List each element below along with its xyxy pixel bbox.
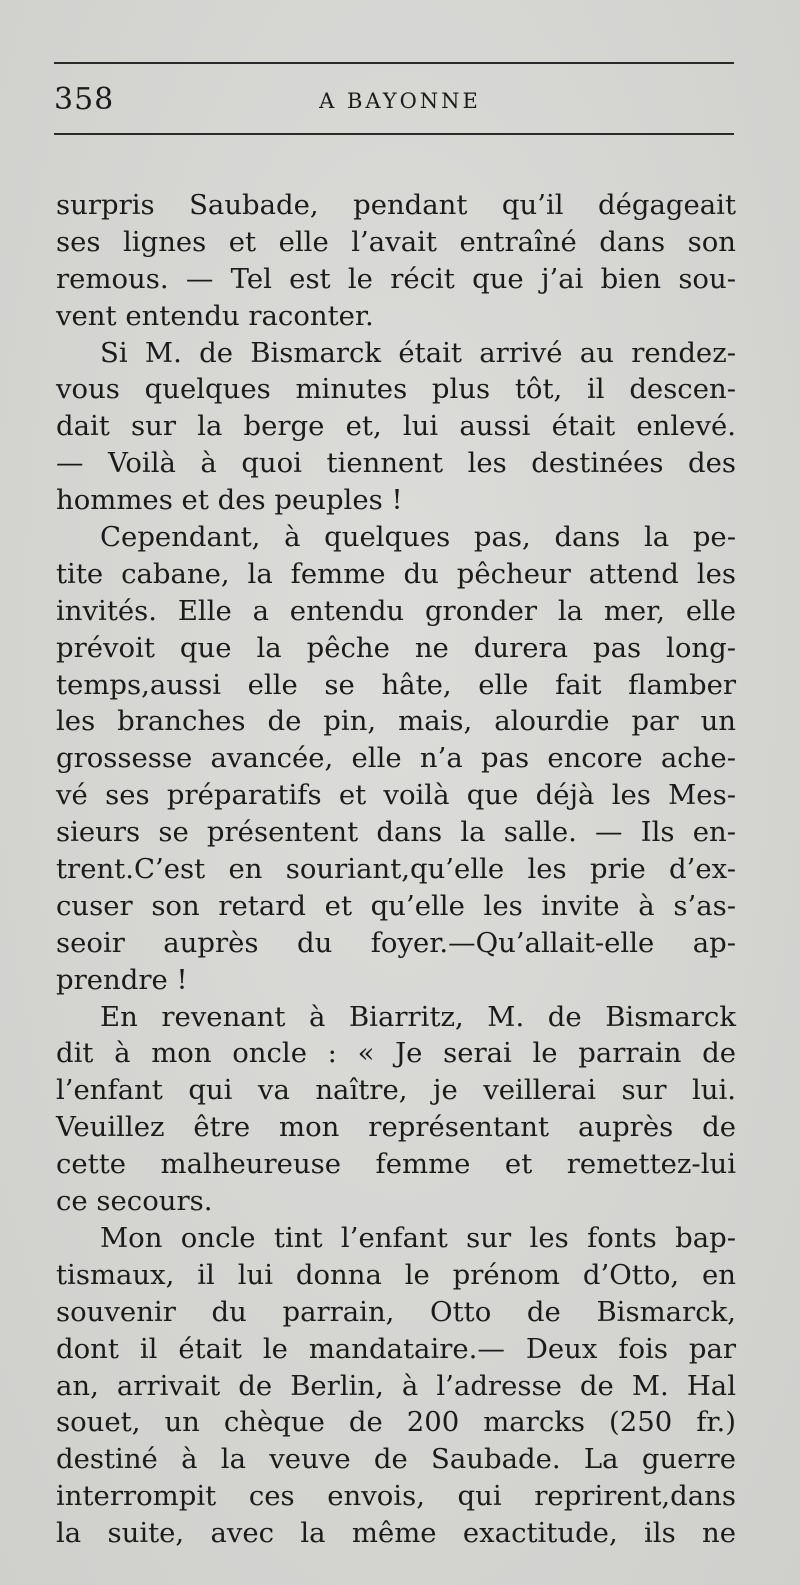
text-line: trent.C’est en souriant,qu’elle les prie d’ex- [56,853,736,886]
text-line: cette malheureuse femme et remettez-lui [56,1148,736,1181]
text-line: temps,aussi elle se hâte, elle fait flamber [56,668,736,701]
text-line: cuser son retard et qu’elle les invite à s’as- [56,889,736,922]
text-line: Veuillez être mon représentant auprès de [56,1111,736,1144]
text-line: dit à mon oncle : « Je serai le parrain de [56,1037,736,1070]
text-line: dait sur la berge et, lui aussi était enlevé. [56,410,736,443]
text-line: l’enfant qui va naître, je veillerai sur lui. [56,1074,736,1107]
text-line: souet, un chèque de 200 marcks (250 fr.) [56,1406,736,1439]
text-line: seoir auprès du foyer.—Qu’allait-elle ap- [56,926,736,959]
text-line: Cependant, à quelques pas, dans la pe- [100,521,736,554]
page-number: 358 [54,82,115,117]
text-line: interrompit ces envois, qui reprirent,dans [56,1480,736,1513]
text-line: an, arrivait de Berlin, à l’adresse de M. Hal [56,1369,736,1402]
text-line: Mon oncle tint l’enfant sur les fonts bap- [100,1221,736,1254]
text-line: surpris Saubade, pendant qu’il dégageait [56,189,736,221]
text-line: tite cabane, la femme du pêcheur attend les [56,557,736,590]
text-line: prévoit que la pêche ne durera pas long- [56,631,736,664]
text-line: sieurs se présentent dans la salle. — Ils en- [56,816,736,849]
text-line: remous. — Tel est le récit que j’ai bien sou- [56,262,736,295]
body-text [56,187,736,1552]
text-line: vé ses préparatifs et voilà que déjà les Mes- [56,779,736,812]
text-line: tismaux, il lui donna le prénom d’Otto, en [56,1258,736,1291]
running-title: A BAYONNE [319,89,481,113]
text-line: ses lignes et elle l’avait entraîné dans son [56,225,736,258]
text-line: destiné à la veuve de Saubade. La guerre [56,1443,736,1476]
text-line: hommes et des peuples ! [56,484,403,517]
text-line: Si M. de Bismarck était arrivé au rendez- [100,336,736,369]
text-line: invités. Elle a entendu gronder la mer, elle [56,594,736,627]
header-rule-bottom [54,133,734,135]
text-line: dont il était le mandataire.— Deux fois par [56,1332,736,1365]
text-line: prendre ! [56,963,188,996]
text-line: ce secours. [56,1185,213,1218]
text-line: grossesse avancée, elle n’a pas encore ache- [56,742,736,775]
header-rule-top [54,62,734,64]
text-line: souvenir du parrain, Otto de Bismarck, [56,1295,736,1328]
text-line: En revenant à Biarritz, M. de Bismarck [100,1000,736,1033]
text-line: les branches de pin, mais, alourdie par un [56,705,736,738]
text-line: la suite, avec la même exactitude, ils ne [56,1517,736,1550]
text-line: vent entendu raconter. [56,299,374,332]
text-line: vous quelques minutes plus tôt, il descen- [56,373,736,406]
text-line: — Voilà à quoi tiennent les destinées des [56,447,736,480]
